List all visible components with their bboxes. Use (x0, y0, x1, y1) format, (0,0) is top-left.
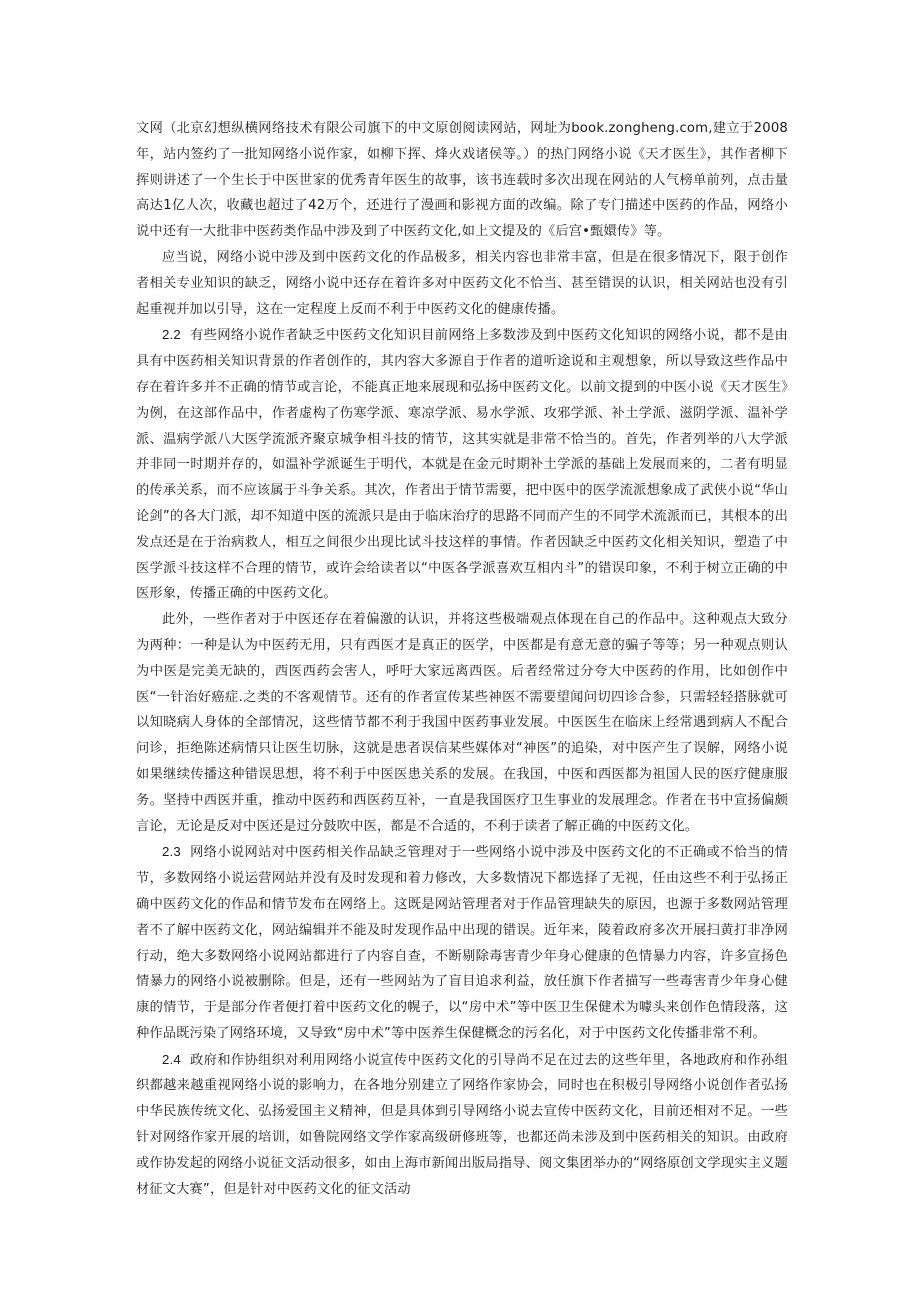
section-number-2-3: 2.3 (162, 844, 181, 860)
section-2-4-paragraph (136, 1047, 788, 1203)
document-body (136, 116, 788, 1202)
section-2-3-text: 网络小说网站对中医药相关作品缺乏管理对于一些网络小说中涉及中医药文化的不正确或不恰当的情节，多数网络小说运营网站并没有及时发现和着力修改，大多数情况下都选择了无视，任由这些不利于弘扬正确中医药文化的作品和情节发布在网络上。这既是网站管理者对于作品管理缺失的原因，也源于多数网站管理者不了解中医药文化，网站编辑并不能及时发现作品中出现的错误。近年来，陵着政府多次开展扫黄打非净网行动，绝大多数网络小说网站都进行了内容自查，不断剔除毒害青少年身心健康的色情暴力内容，许多宣扬色情暴力的网络小说被删除。但是，还有一些网站为了盲目追求利益，放任旗下作者描写一些毒害青少年身心健康的情节，于是部分作者便打着中医药文化的幌子，以“房中术”等中医卫生保健术为噱头来创作色情段落，这种作品既污染了网络环境，又导致“房中术”等中医养生保健概念的污名化，对于中医药文化传播非常不利。 (136, 845, 788, 1041)
paragraph-1 (136, 116, 788, 245)
paragraph-4 (136, 607, 788, 839)
section-2-2-paragraph (136, 322, 788, 607)
section-2-2-text: 有些网络小说作者缺乏中医药文化知识目前网络上多数涉及到中医药文化知识的网络小说，都不是由具有中医药相关知识背景的作者创作的，其内容大多源自于作者的道听途说和主观想象，所以导致这些作品中存在着许多并不正确的情节或言论，不能真正地来展现和弘扬中医药文化。以前文提到的中医小说《天才医生》为例，在这部作品中，作者虚构了伤寒学派、寒凉学派、易水学派、攻邪学派、补土学派、滋阴学派、温补学派、温病学派八大医学流派齐聚京城争相斗技的情节，这其实就是非常不恰当的。首先，作者列举的八大学派并非同一时期并存的，如温补学派诞生于明代，本就是在金元时期补土学派的基础上发展而来的，二者有明显的传承关系，而不应该属于斗争关系。其次，作者出于情节需要，把中医中的医学流派想象成了武侠小说“华山论剑”的各大门派，却不知道中医的流派只是由于临床治疗的思路不同而产生的不同学术流派而已，其根本的出发点还是在于治病救人，相互之间很少出现比试斗技这样的事情。作者因缺乏中医药文化相关知识，塑造了中医学派斗技这样不合理的情节，或许会给读者以“中医各学派喜欢互相内斗”的错误印象，不利于树立正确的中医形象，传播正确的中医药文化。 (136, 328, 788, 602)
section-number-2-4: 2.4 (162, 1051, 181, 1067)
paragraph-1-text: 文网（北京幻想纵横网络技术有限公司旗下的中文原创阅读网站，网址为book.zongheng.com,建立于2008年，站内签约了一批知网络小说作家，如柳下挥、烽火戏诸侯等。）的热门网络小说《天才医生》，其作者柳下挥则讲述了一个生长于中医世家的优秀青年医生的故事，该书连载时多次出现在网站的人气榜单前列，点击量高达1亿人次，收藏也超过了42万个，还进行了漫画和影视方面的改编。除了专门描述中医药的作品，网络小说中还有一大批非中医药类作品中涉及到了中医药文化,如上文提及的《后宫•甄嬛传》等。 (136, 121, 788, 240)
paragraph-4-text: 此外，一些作者对于中医还存在着偏激的认识，并将这些极端观点体现在自己的作品中。这种观点大致分为两种：一种是认为中医药无用，只有西医才是真正的医学，中医都是有意无意的骗子等等；另一种观点则认为中医是完美无缺的，西医西药会害人，呼吁大家远离西医。后者经常过分夸大中医药的作用，比如创作中医“一针治好癌症.之类的不客观情节。还有的作者宣传某些神医不需要望闻问切四诊合参，只需轻轻搭脉就可以知晓病人身体的全部情况，这些情节都不利于我国中医药事业发展。中医医生在临床上经常遇到病人不配合问诊，拒绝陈述病情只让医生切脉，这就是患者误信某些媒体对“神医”的追染，对中医产生了误解，网络小说如果继续传播这种错误思想，将不利于中医医患关系的发展。在我国，中医和西医都为祖国人民的医疗健康服务。坚持中西医并重，推动中医药和西医药互补，一直是我国医疗卫生事业的发展理念。作者在书中宣扬偏颇言论，无论是反对中医还是过分鼓吹中医，都是不合适的，不利于读者了解正确的中医药文化。 (136, 612, 788, 834)
section-number-2-2: 2.2 (162, 327, 181, 343)
paragraph-2 (136, 245, 788, 322)
section-2-4-text: 政府和作协组织对利用网络小说宣传中医药文化的引导尚不足在过去的这些年里，各地政府和作孙组织都越来越重视网络小说的影响力，在各地分别建立了网络作家协会，同时也在积极引导网络小说创作者弘扬中华民族传统文化、弘扬爱国主义精神，但是具体到引导网络小说去宣传中医药文化，目前还相对不足。一些针对网络作家开展的培训，如鲁院网络文学作家高级研修班等，也都还尚未涉及到中医药相关的知识。由政府或作协发起的网络小说征文活动很多，如由上海市新闻出版局指导、阅文集团举办的“网络原创文学现实主义题材征文大赛”，但是针对中医药文化的征文活动 (136, 1052, 788, 1197)
section-2-3-paragraph (136, 839, 788, 1046)
paragraph-2-text: 应当说，网络小说中涉及到中医药文化的作品极多，相关内容也非常丰富，但是在很多情况下，限于创作者相关专业知识的缺乏，网络小说中还存在着许多对中医药文化不恰当、甚至错误的认识，相关网站也没有引起重视并加以引导，这在一定程度上反而不利于中医药文化的健康传播。 (136, 249, 788, 317)
